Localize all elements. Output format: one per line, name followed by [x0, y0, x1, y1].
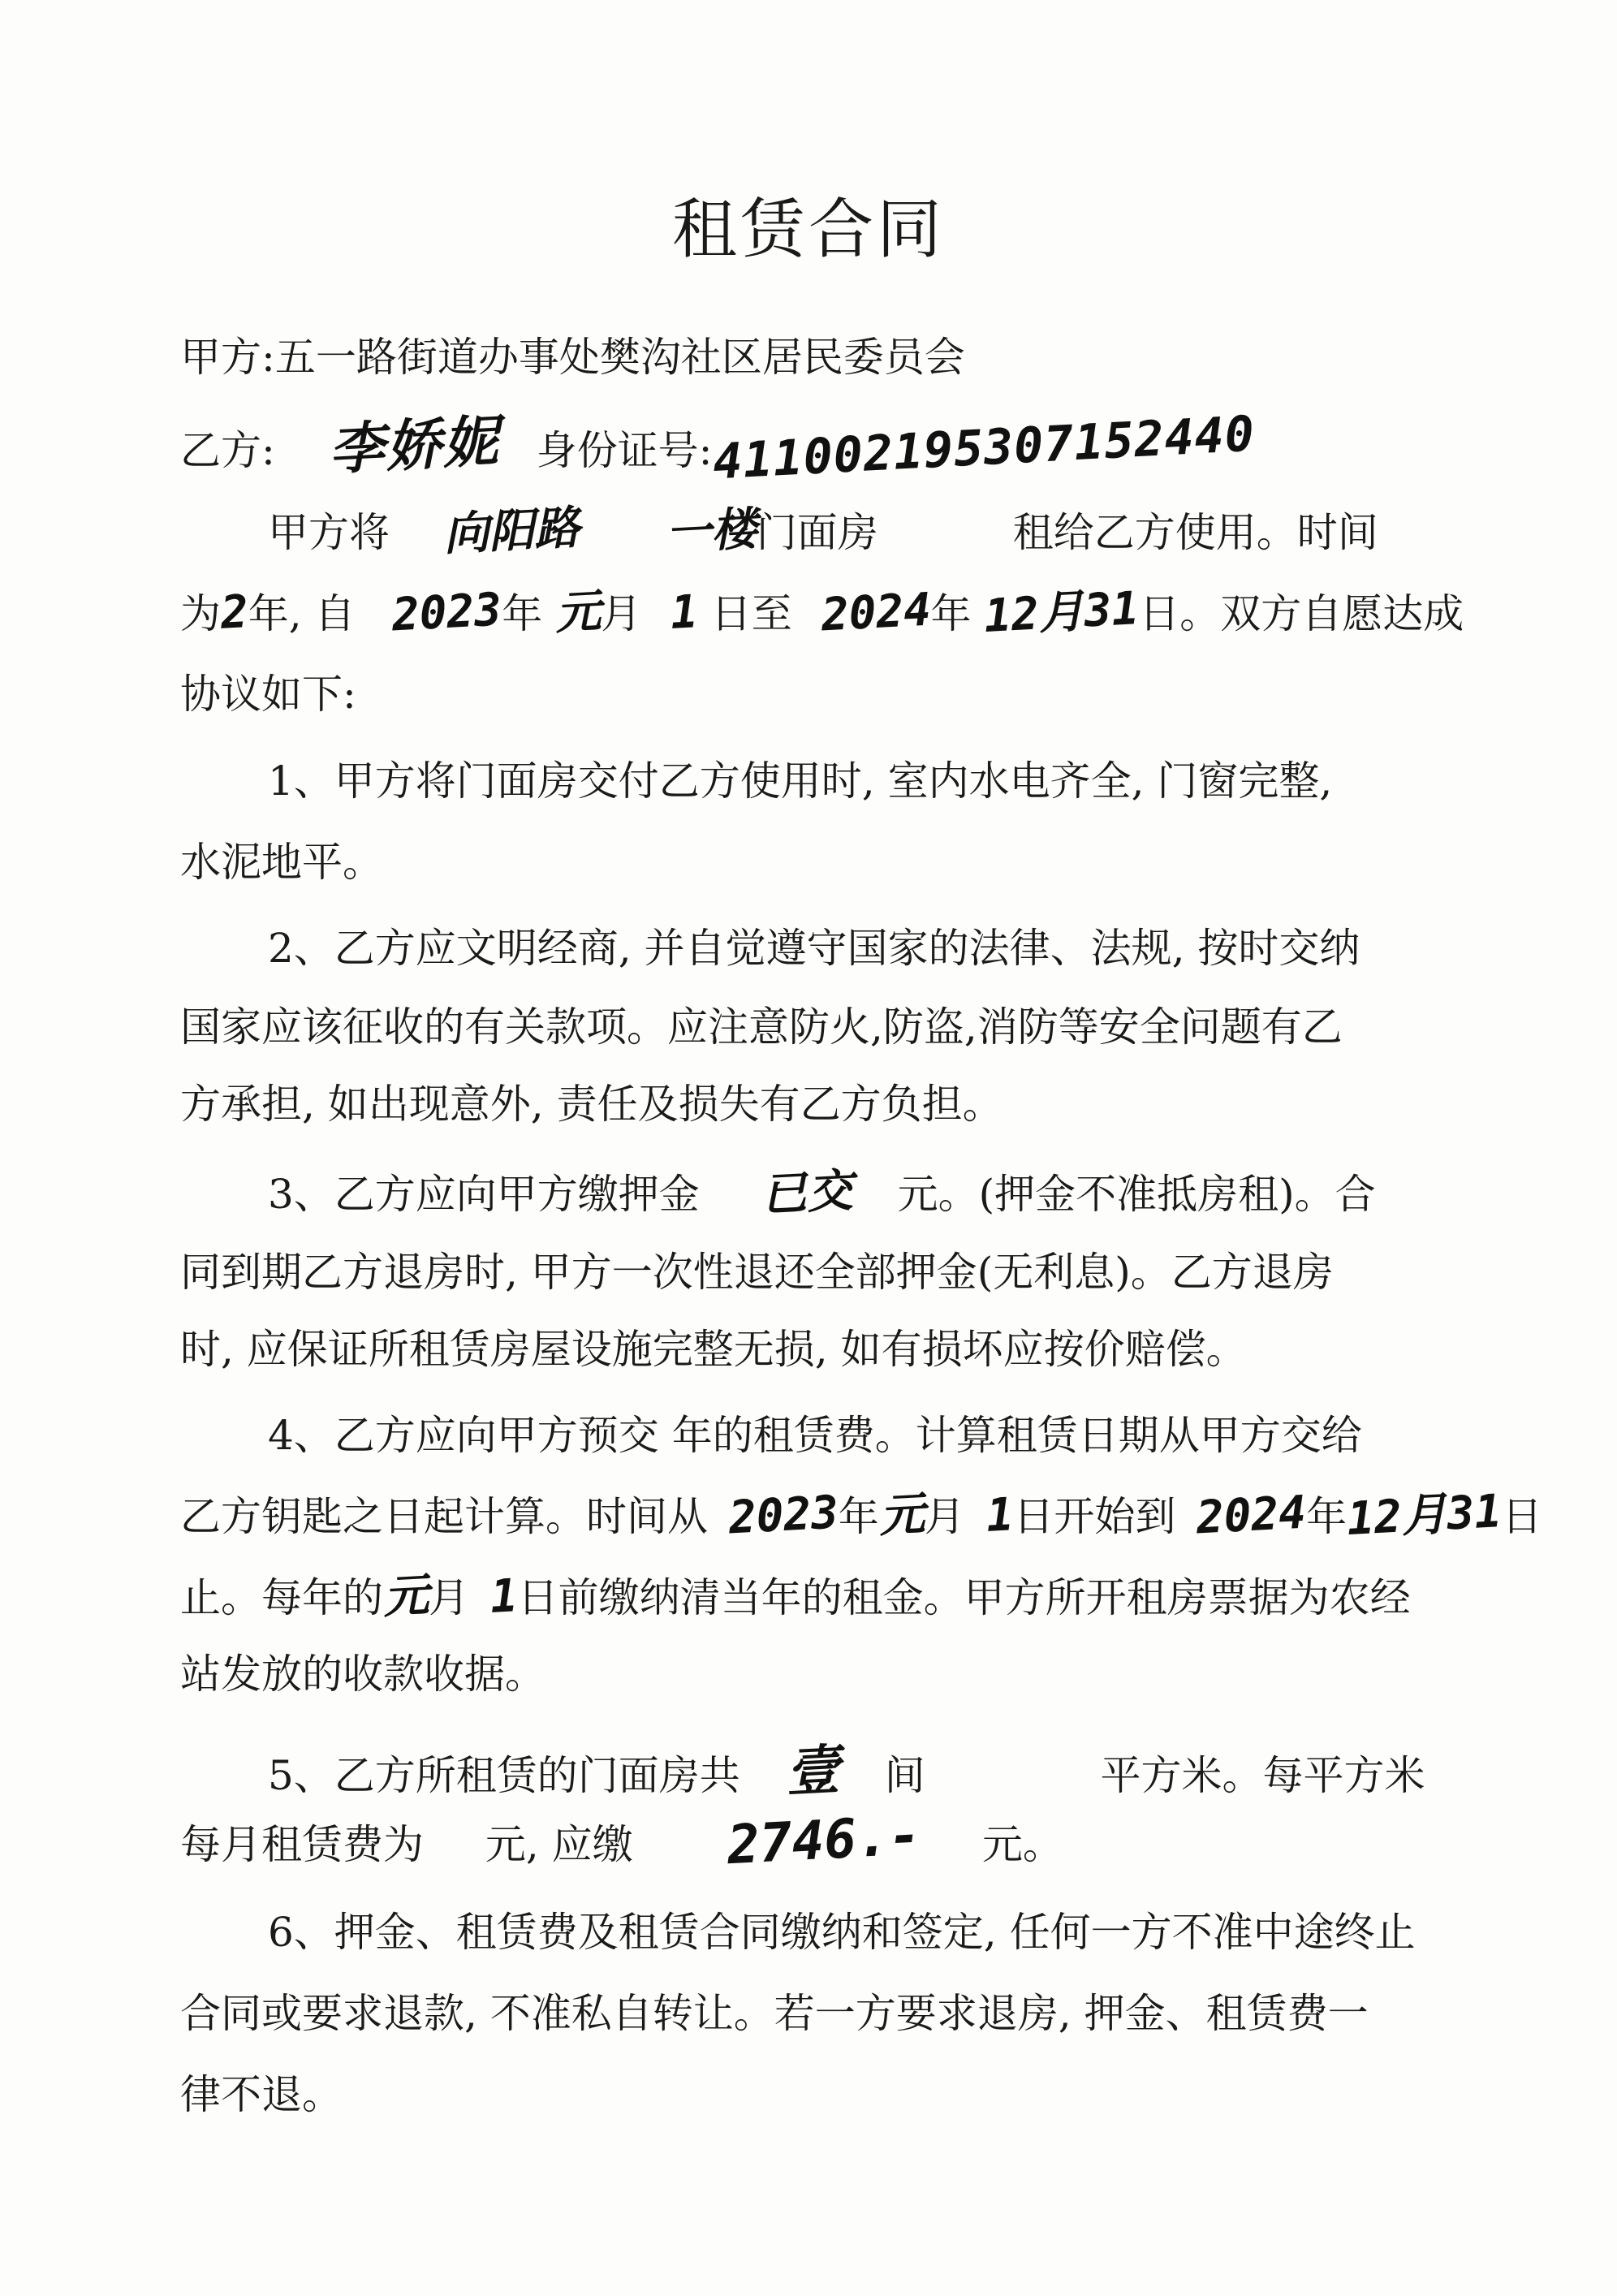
- clause-text: 元。(押金不准抵房租)。合: [897, 1171, 1376, 1218]
- start-year-fill: 2023: [390, 583, 503, 642]
- party-b-line: [180, 402, 1257, 491]
- c4-start-month-fill: 元: [877, 1487, 926, 1543]
- deposit-fill: 已交: [760, 1164, 854, 1222]
- clause-text: 元, 应缴: [485, 1821, 633, 1868]
- intro-text: 年: [502, 590, 543, 637]
- intro-text: 年, 自: [248, 590, 356, 637]
- c4-end-date-fill: 12月31: [1345, 1485, 1503, 1546]
- intro-text: 门面房: [756, 509, 878, 556]
- party-a-name: 五一路街道办事处樊沟社区居民委员会: [274, 334, 965, 381]
- pay-month-fill: 元: [382, 1569, 430, 1625]
- clause-text: 每月租赁费为: [180, 1821, 424, 1868]
- clause-text: 年: [1306, 1493, 1348, 1540]
- intro-text: 为: [180, 590, 221, 637]
- pay-day-fill: 1: [489, 1569, 520, 1624]
- party-b-label: 乙方:: [180, 427, 275, 474]
- clause-2-line-3: 方承担, 如出现意外, 责任及损失有乙方负担。: [180, 1081, 1003, 1128]
- c4-end-year-fill: 2024: [1195, 1486, 1308, 1545]
- clause-4-line-3: [180, 1560, 1411, 1625]
- clause-5-line-1: [268, 1728, 1425, 1805]
- rooms-fill: 壹: [784, 1738, 842, 1804]
- c4-start-year-fill: 2023: [727, 1486, 840, 1545]
- intro-text: 甲方将: [268, 509, 390, 556]
- clause-text: 月: [924, 1493, 965, 1540]
- start-day-fill: 1: [669, 585, 700, 640]
- party-b-signature: 李娇妮: [327, 409, 502, 483]
- c4-start-day-fill: 1: [984, 1488, 1015, 1543]
- clause-1-line-1: 1、甲方将门面房交付乙方使用时, 室内水电齐全, 门窗完整,: [268, 757, 1333, 805]
- clause-3-line-1: [268, 1157, 1376, 1222]
- clause-4-line-1: 4、乙方应向甲方预交 年的租赁费。计算租赁日期从甲方交给: [268, 1412, 1362, 1459]
- clause-text: 日前缴纳清当年的租金。甲方所开租房票据为农经: [517, 1574, 1411, 1621]
- clause-6-line-1: 6、押金、租赁费及租赁合同缴纳和签定, 任何一方不准中途终止: [268, 1909, 1416, 1956]
- clause-text: 5、乙方所租赁的门面房共: [268, 1752, 740, 1799]
- clause-text: 3、乙方应向甲方缴押金: [268, 1171, 700, 1218]
- clause-text: 元。: [981, 1821, 1063, 1868]
- clause-2-line-1: 2、乙方应文明经商, 并自觉遵守国家的法律、法规, 按时交纳: [268, 925, 1360, 972]
- intro-text: 租给乙方使用。时间: [1012, 509, 1378, 556]
- amount-fill: 2746.-: [725, 1803, 922, 1877]
- clause-text: 平方米。每平方米: [1100, 1752, 1425, 1799]
- clause-text: 止。每年的: [180, 1574, 383, 1621]
- clause-6-line-2: 合同或要求退款, 不准私自转让。若一方要求退房, 押金、租赁费一: [180, 1990, 1369, 2037]
- clause-text: 日开始到: [1013, 1493, 1176, 1540]
- intro-line-1: [268, 495, 1378, 560]
- end-date-fill: 12月31: [983, 582, 1141, 643]
- page-title: 租赁合同: [672, 192, 945, 267]
- clause-text: 年: [838, 1493, 879, 1540]
- clause-text: 月: [429, 1574, 469, 1621]
- clause-5-line-2: [180, 1803, 1063, 1877]
- clause-text: 间: [884, 1752, 925, 1799]
- clause-1-line-2: 水泥地平。: [180, 839, 383, 886]
- intro-text: 月: [601, 590, 642, 637]
- intro-text: 日至: [710, 590, 792, 637]
- end-year-fill: 2024: [820, 583, 933, 642]
- id-number: 411002195307152440: [711, 405, 1257, 491]
- intro-text: 年: [930, 590, 972, 637]
- party-a-label: 甲方:: [180, 334, 275, 381]
- intro-text: 日。双方自愿达成: [1139, 590, 1464, 637]
- id-label: 身份证号:: [536, 427, 713, 474]
- clause-3-line-3: 时, 应保证所租赁房屋设施完整无损, 如有损坏应按价赔偿。: [180, 1326, 1247, 1373]
- start-month-fill: 元: [554, 585, 603, 641]
- floor-fill: 一楼: [664, 503, 758, 560]
- intro-line-3: 协议如下:: [180, 671, 356, 718]
- location-fill: 向阳路: [442, 501, 581, 562]
- clause-2-line-2: 国家应该征收的有关款项。应注意防火,防盗,消防等安全问题有乙: [180, 1003, 1343, 1051]
- clause-4-line-4: 站发放的收款收据。: [180, 1651, 545, 1698]
- clause-6-line-3: 律不退。: [180, 2071, 343, 2118]
- clause-text: 日: [1502, 1493, 1543, 1540]
- clause-3-line-2: 同到期乙方退房时, 甲方一次性退还全部押金(无利息)。乙方退房: [180, 1249, 1334, 1296]
- intro-line-2: [180, 576, 1464, 641]
- clause-text: 乙方钥匙之日起计算。时间从: [180, 1493, 708, 1540]
- years-fill: 2: [219, 585, 250, 640]
- party-a-line: [180, 325, 965, 383]
- clause-4-line-2: [180, 1479, 1542, 1544]
